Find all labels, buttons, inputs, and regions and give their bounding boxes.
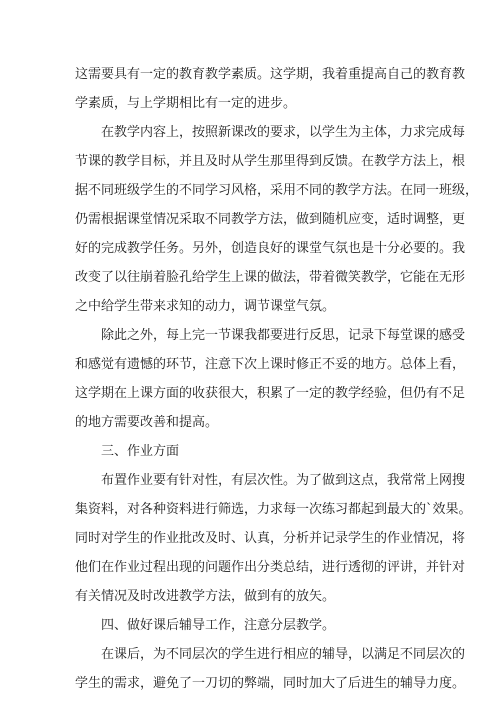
text-line: 这需要具有一定的教育教学素质。这学期，我着重提高自己的教育教 bbox=[75, 67, 466, 82]
paragraph-first-line: 布置作业要有针对性，有层次性。为了做到这点，我常常上网搜 bbox=[101, 473, 466, 488]
text-line: 改变了以往崩着脸孔给学生上课的做法，带着微笑教学，它能在无形 bbox=[75, 270, 466, 285]
section-heading: 三、作业方面 bbox=[101, 444, 180, 459]
section-heading: 四、做好课后辅导工作，注意分层教学。 bbox=[101, 618, 336, 633]
text-line: 仍需根据课堂情况采取不同教学方法，做到随机应变，适时调整，更 bbox=[75, 212, 466, 227]
text-line: 集资料，对各种资料进行筛选，力求每一次练习都起到最大的`效果。 bbox=[75, 502, 472, 517]
text-line: 节课的教学目标，并且及时从学生那里得到反馈。在教学方法上，根 bbox=[75, 154, 466, 169]
text-line: 有关情况及时改进教学方法，做到有的放矢。 bbox=[75, 589, 336, 604]
text-line: 好的完成教学任务。另外，创造良好的课堂气氛也是十分必要的。我 bbox=[75, 241, 466, 256]
text-line: 学生的需求，避免了一刀切的弊端，同时加大了后进生的辅导力度。 bbox=[75, 676, 466, 691]
text-line: 他们在作业过程出现的问题作出分类总结，进行透彻的评讲，并针对 bbox=[75, 560, 466, 575]
text-line: 学素质，与上学期相比有一定的进步。 bbox=[75, 96, 297, 111]
document-body bbox=[75, 60, 479, 698]
text-line: 据不同班级学生的不同学习风格，采用不同的教学方法。在同一班级， bbox=[75, 183, 479, 198]
paragraph-first-line: 在教学内容上，按照新课改的要求，以学生为主体，力求完成每 bbox=[101, 125, 466, 140]
text-line: 的地方需要改善和提高。 bbox=[75, 415, 219, 430]
text-line: 同时对学生的作业批改及时、认真，分析并记录学生的作业情况，将 bbox=[75, 531, 466, 546]
text-line: 和感觉有遗憾的环节，注意下次上课时修正不妥的地方。总体上看， bbox=[75, 357, 466, 372]
text-line: 之中给学生带来求知的动力，调节课堂气氛。 bbox=[75, 299, 336, 314]
paragraph-first-line: 除此之外，每上完一节课我都要进行反思，记录下每堂课的感受 bbox=[101, 328, 466, 343]
text-line: 这学期在上课方面的收获很大，积累了一定的教学经验，但仍有不足 bbox=[75, 386, 466, 401]
paragraph-first-line: 在课后，为不同层次的学生进行相应的辅导，以满足不同层次的 bbox=[101, 647, 466, 662]
